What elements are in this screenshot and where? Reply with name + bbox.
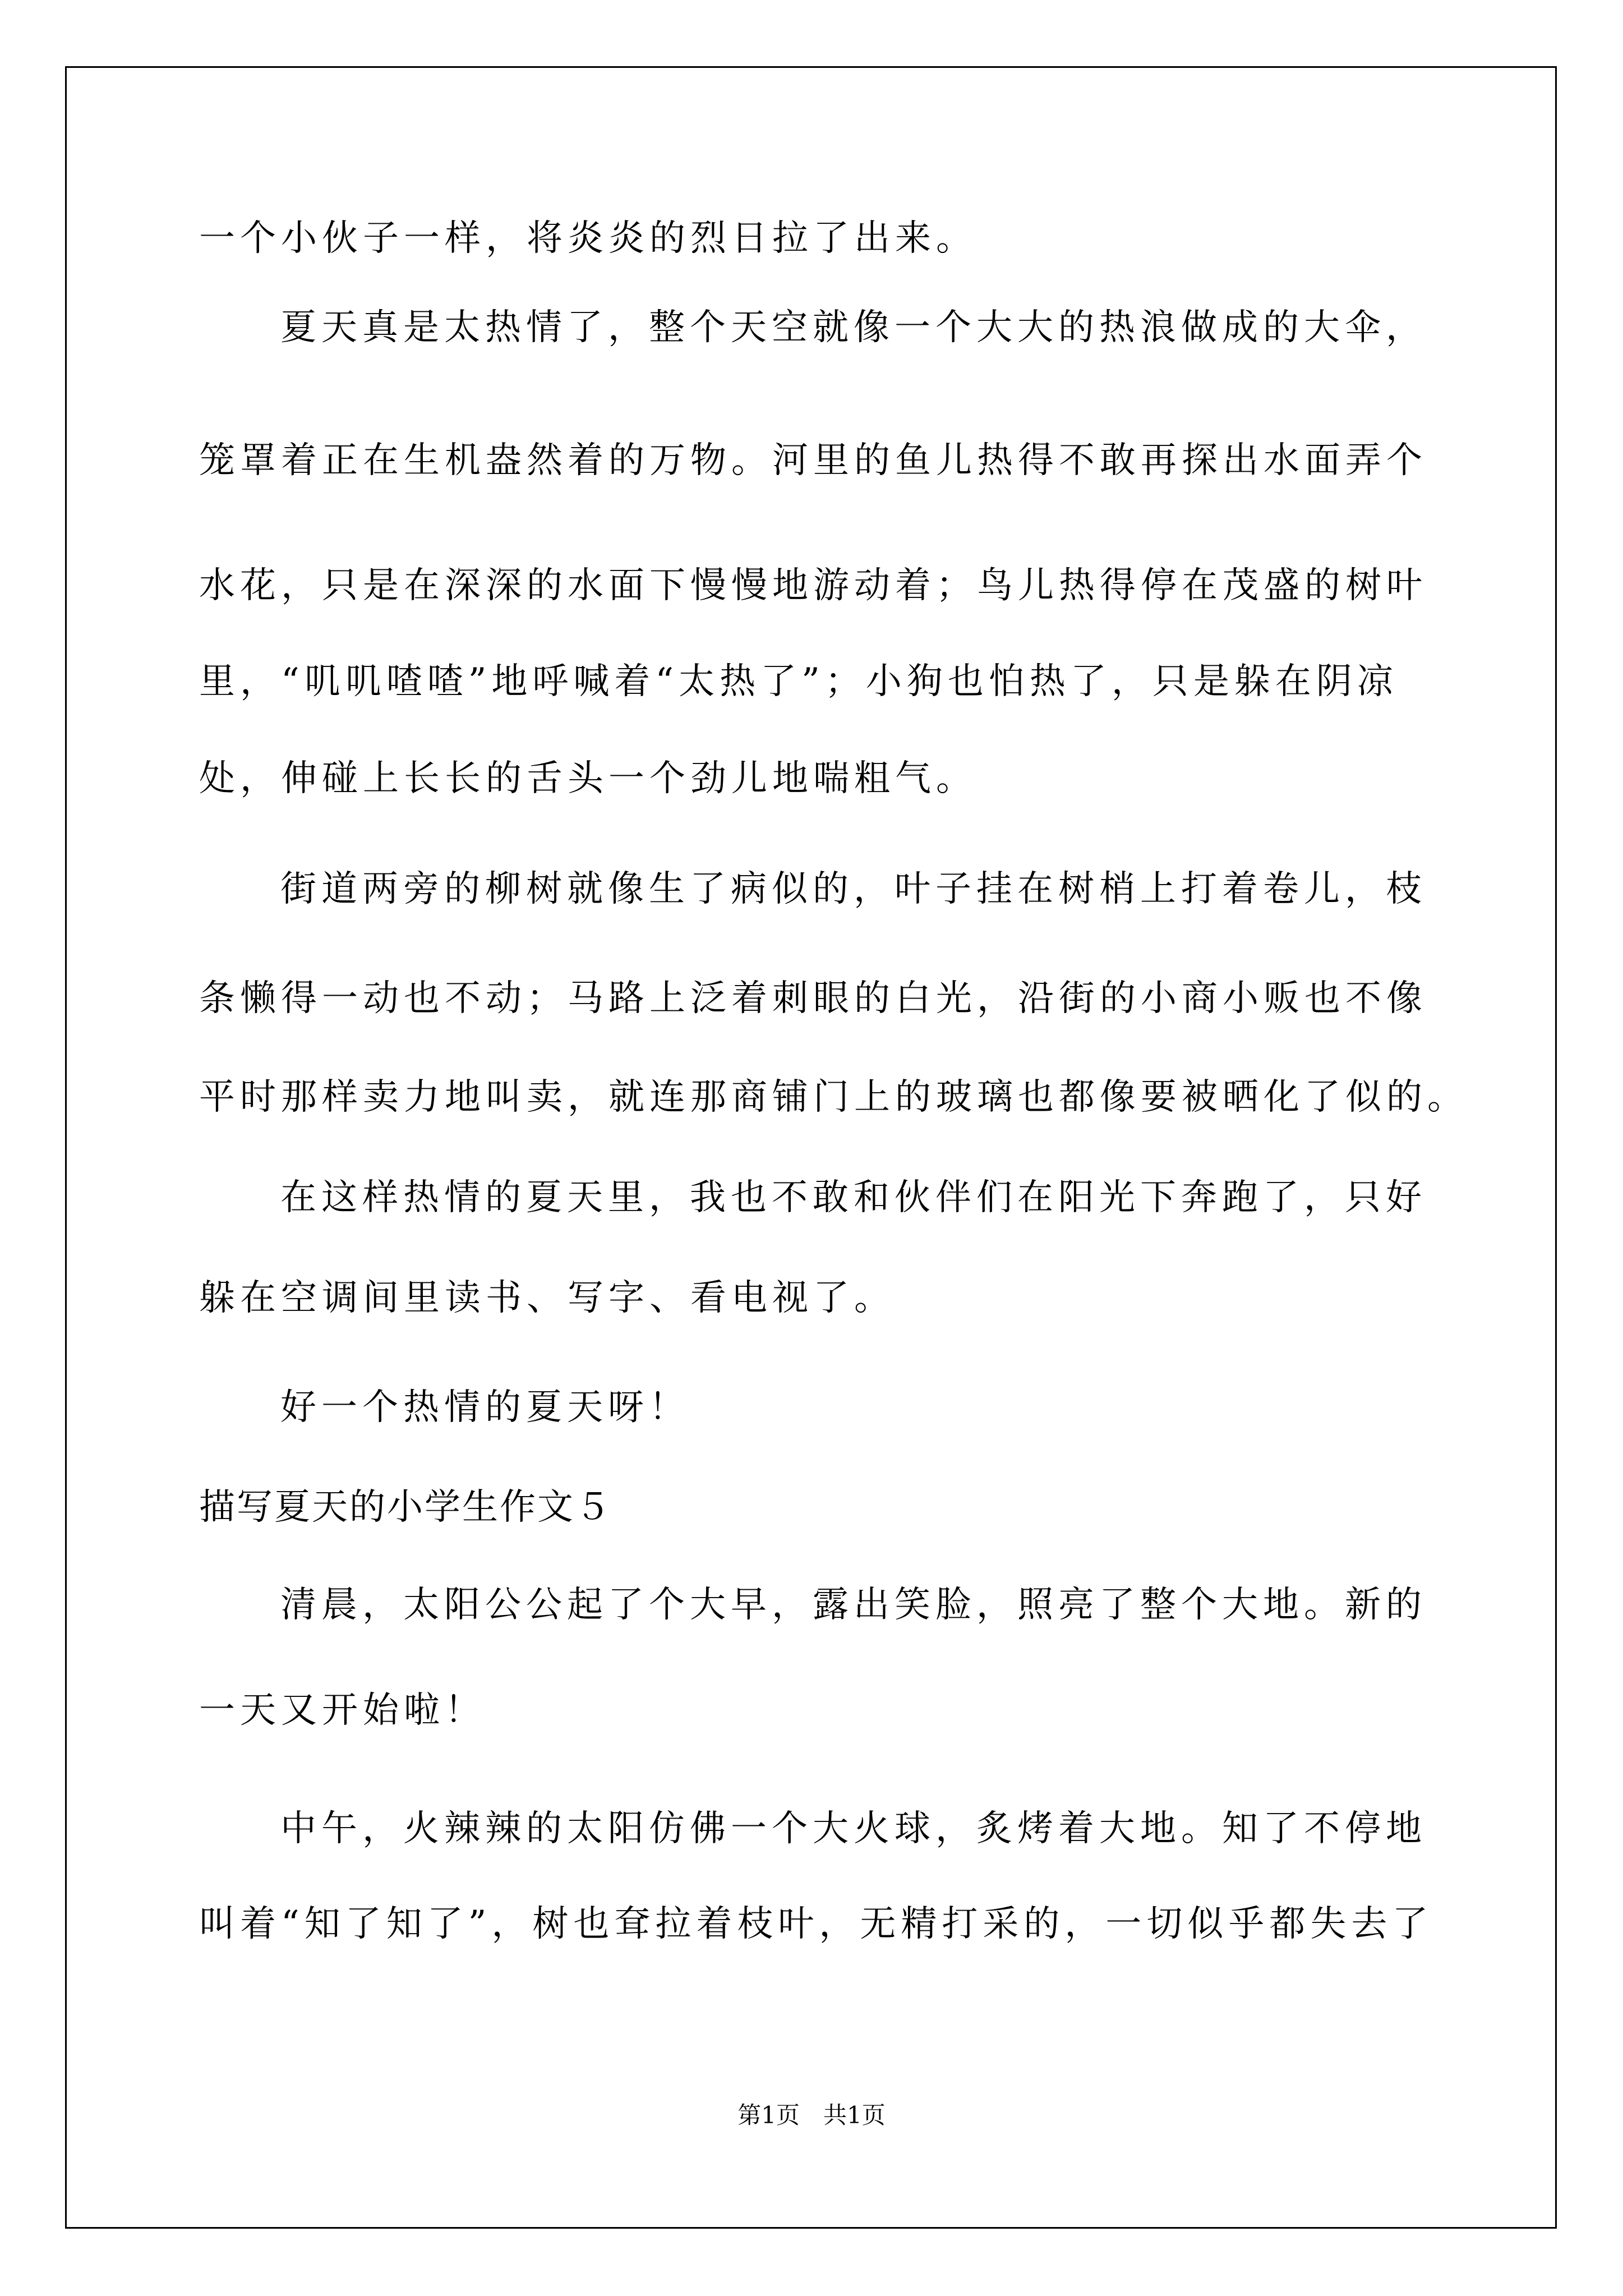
paragraph-line: 中午，火辣辣的太阳仿佛一个大火球，炙烤着大地。知了不停地 (280, 1808, 1427, 1849)
paragraph-line: 躲在空调间里读书、写字、看电视了。 (199, 1277, 895, 1319)
paragraph-line: 夏天真是太热情了，整个天空就像一个大大的热浪做成的大伞， (280, 307, 1427, 348)
paragraph-line: 平时那样卖力地叫卖，就连那商铺门上的玻璃也都像要被晒化了似的。 (199, 1076, 1468, 1118)
paragraph-line: 处，伸碰上长长的舌头一个劲儿地喘粗气。 (199, 758, 977, 799)
paragraph-line: 叫着“知了知了”，树也耷拉着枝叶，无精打采的，一切似乎都失去了 (199, 1903, 1433, 1945)
section-heading: 描写夏天的小学生作文５ (199, 1487, 612, 1528)
paragraph-line: 在这样热情的夏天里，我也不敢和伙伴们在阳光下奔跑了，只好 (280, 1177, 1427, 1218)
paragraph-line: 水花，只是在深深的水面下慢慢地游动着；鸟儿热得停在茂盛的树叶 (199, 565, 1427, 606)
paragraph-line: 街道两旁的柳树就像生了病似的，叶子挂在树梢上打着卷儿，枝 (280, 868, 1427, 910)
page-number-footer: 第1页 共1页 (737, 2101, 886, 2129)
paragraph-line: 条懒得一动也不动；马路上泛着刺眼的白光，沿街的小商小贩也不像 (199, 978, 1427, 1019)
paragraph-line: 好一个热情的夏天呀！ (280, 1387, 690, 1428)
paragraph-line: 清晨，太阳公公起了个大早，露出笑脸，照亮了整个大地。新的 (280, 1584, 1427, 1626)
paragraph-line: 里，“叽叽喳喳”地呼喊着“太热了”；小狗也怕热了，只是躲在阴凉 (199, 661, 1398, 702)
paragraph-line: 一个小伙子一样，将炎炎的烈日拉了出来。 (199, 218, 977, 259)
paragraph-line: 一天又开始啦！ (199, 1690, 486, 1731)
paragraph-line: 笼罩着正在生机盎然着的万物。河里的鱼儿热得不敢再探出水面弄个 (199, 440, 1427, 481)
